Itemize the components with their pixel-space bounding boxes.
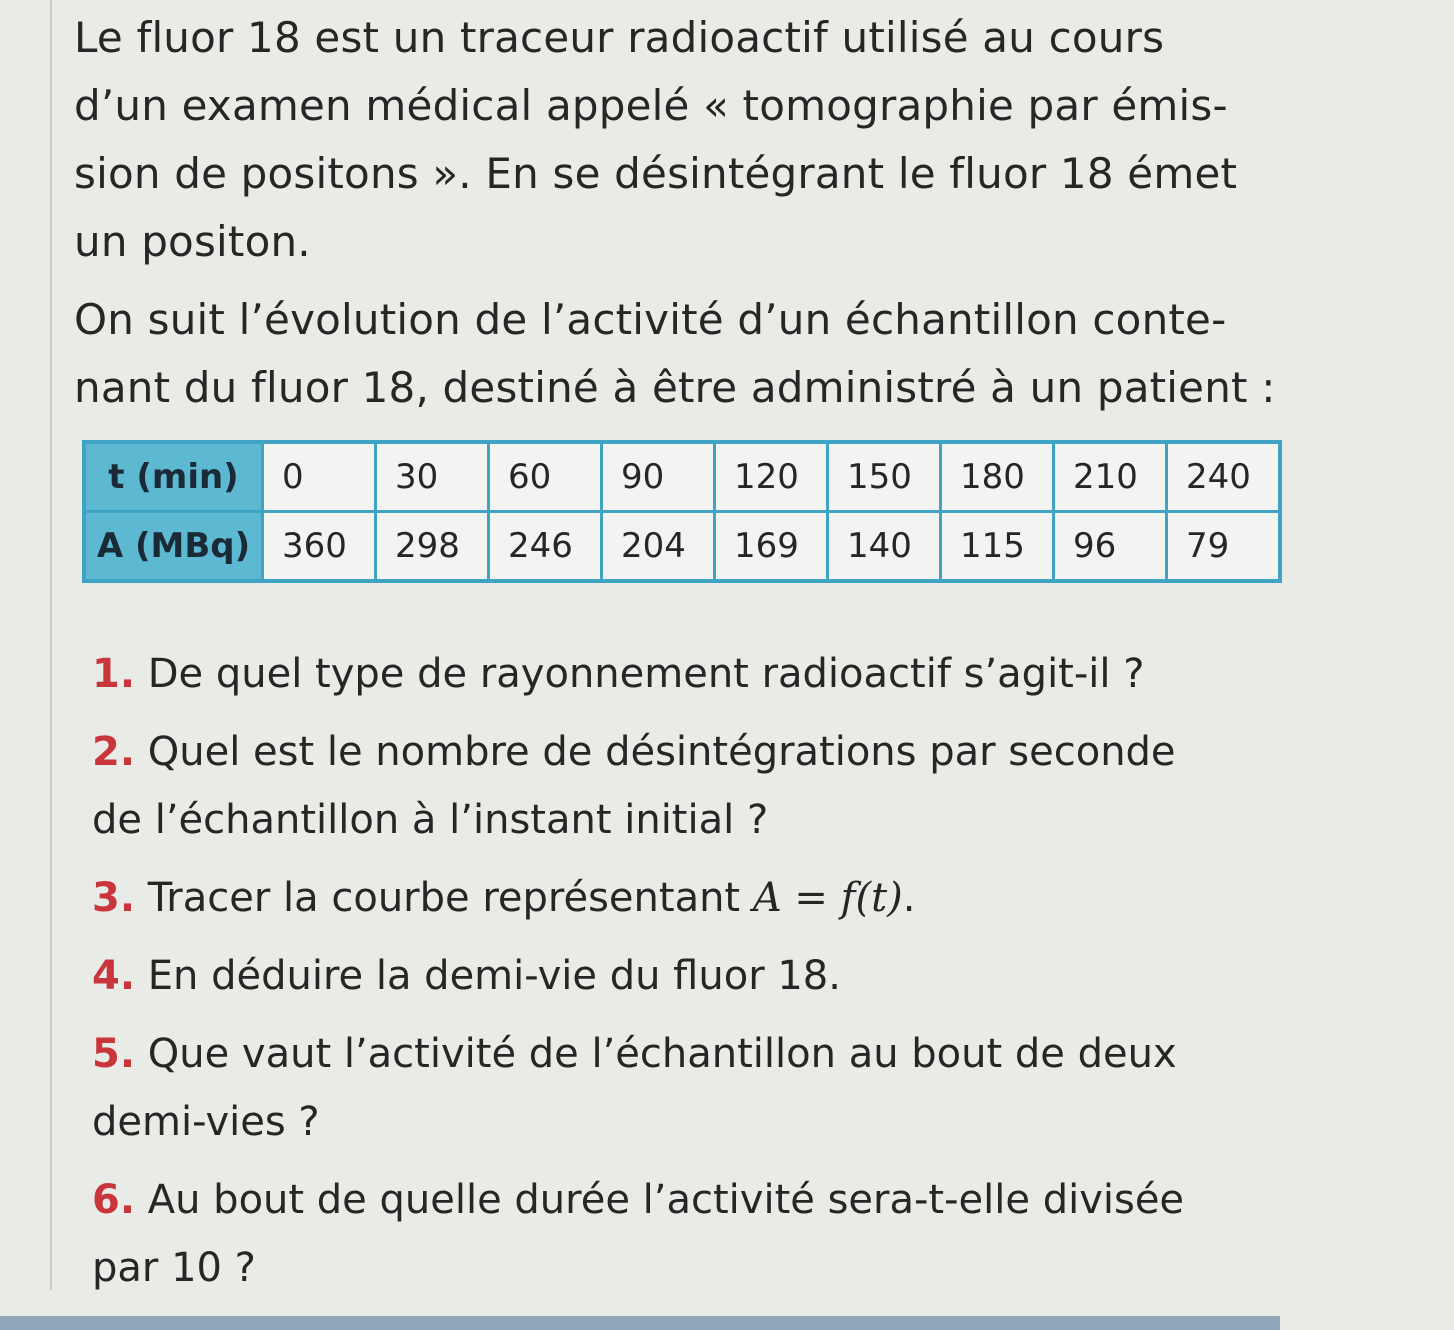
question-text: . bbox=[902, 875, 916, 921]
row-header-time: t (min) bbox=[84, 442, 263, 512]
intro-line: On suit l’évolution de l’activité d’un échantillon conte- bbox=[74, 295, 1227, 344]
question-4 bbox=[92, 942, 1292, 1010]
question-text: Que vaut l’activité de l’échantillon au bout de deux bbox=[147, 1031, 1177, 1077]
table-cell: 90 bbox=[602, 442, 715, 512]
intro-line: Le fluor 18 est un traceur radioactif utilisé au cours bbox=[74, 13, 1165, 62]
table-cell: 240 bbox=[1167, 442, 1281, 512]
intro-line: d’un examen médical appelé « tomographie par émis- bbox=[74, 81, 1228, 130]
table-cell: 140 bbox=[828, 512, 941, 582]
table-cell: 298 bbox=[376, 512, 489, 582]
question-1 bbox=[92, 640, 1292, 708]
table-cell: 96 bbox=[1054, 512, 1167, 582]
intro-paragraph-2 bbox=[74, 286, 1294, 422]
question-text: par 10 ? bbox=[92, 1245, 256, 1291]
intro-paragraph-1 bbox=[74, 4, 1294, 276]
question-text: Quel est le nombre de désintégrations par seconde bbox=[147, 729, 1176, 775]
row-header-activity: A (MBq) bbox=[84, 512, 263, 582]
table-cell: 79 bbox=[1167, 512, 1281, 582]
table-cell: 204 bbox=[602, 512, 715, 582]
table-cell: 120 bbox=[715, 442, 828, 512]
formula: A = f(t) bbox=[752, 875, 903, 921]
intro-line: sion de positons ». En se désintégrant le fluor 18 émet bbox=[74, 149, 1238, 198]
question-number: 3. bbox=[92, 875, 136, 921]
table-cell: 115 bbox=[941, 512, 1054, 582]
bottom-border-bar bbox=[0, 1316, 1280, 1330]
table-cell: 30 bbox=[376, 442, 489, 512]
question-number: 2. bbox=[92, 729, 136, 775]
table-cell: 246 bbox=[489, 512, 602, 582]
question-text: demi-vies ? bbox=[92, 1099, 320, 1145]
question-3 bbox=[92, 864, 1292, 932]
question-text: Au bout de quelle durée l’activité sera-t-elle divisée bbox=[147, 1177, 1185, 1223]
question-number: 4. bbox=[92, 953, 136, 999]
table-row-time bbox=[84, 442, 1280, 512]
question-number: 6. bbox=[92, 1177, 136, 1223]
table-cell: 180 bbox=[941, 442, 1054, 512]
question-text: de l’échantillon à l’instant initial ? bbox=[92, 797, 769, 843]
table-cell: 210 bbox=[1054, 442, 1167, 512]
table-row-activity bbox=[84, 512, 1280, 582]
margin-line bbox=[50, 0, 52, 1290]
question-text: De quel type de rayonnement radioactif s’agit-il ? bbox=[147, 651, 1145, 697]
question-text: Tracer la courbe représentant bbox=[147, 875, 753, 921]
question-number: 1. bbox=[92, 651, 136, 697]
table-cell: 0 bbox=[263, 442, 376, 512]
intro-line: un positon. bbox=[74, 217, 311, 266]
activity-table bbox=[82, 440, 1282, 583]
table-cell: 150 bbox=[828, 442, 941, 512]
question-5 bbox=[92, 1020, 1292, 1156]
question-text: En déduire la demi-vie du fluor 18. bbox=[147, 953, 841, 999]
question-list bbox=[92, 640, 1292, 1302]
table-cell: 169 bbox=[715, 512, 828, 582]
table-cell: 60 bbox=[489, 442, 602, 512]
table-cell: 360 bbox=[263, 512, 376, 582]
intro-line: nant du fluor 18, destiné à être administré à un patient : bbox=[74, 363, 1276, 412]
question-number: 5. bbox=[92, 1031, 136, 1077]
question-6 bbox=[92, 1166, 1292, 1302]
question-2 bbox=[92, 718, 1292, 854]
